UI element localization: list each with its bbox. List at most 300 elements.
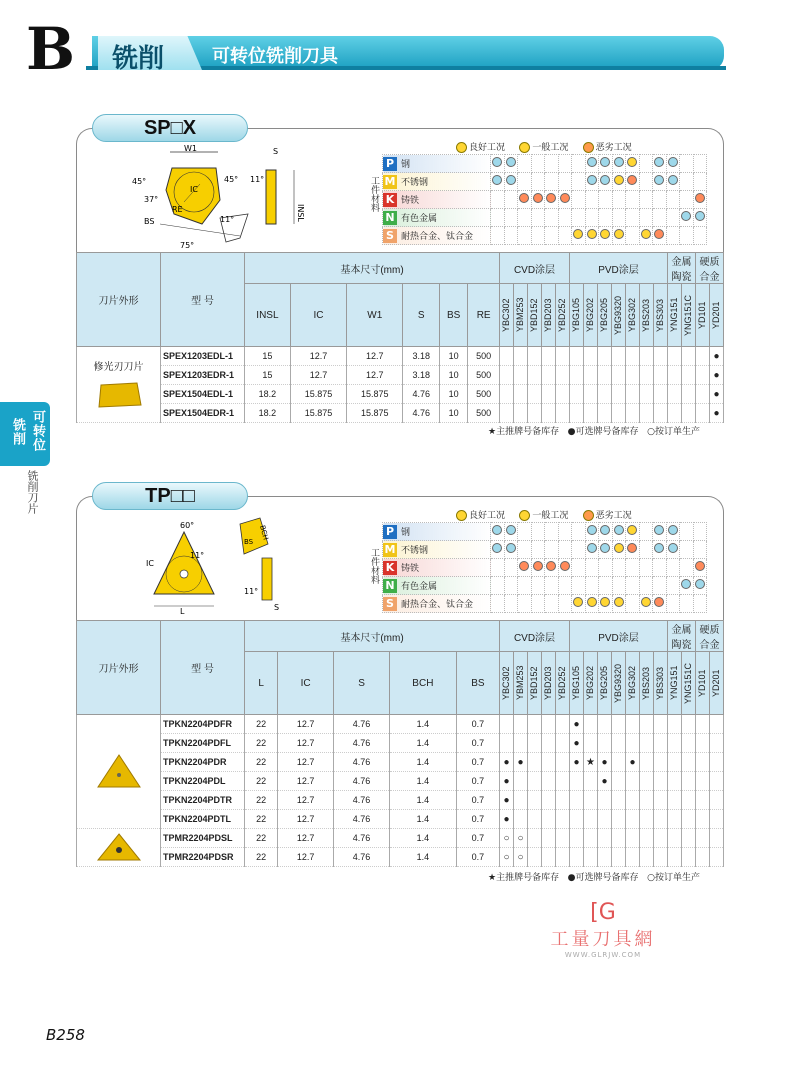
tp-label-bch: BCH bbox=[258, 524, 270, 541]
material-rating-cell bbox=[639, 577, 653, 595]
availability-cell bbox=[584, 791, 598, 810]
material-rating-cell bbox=[585, 595, 599, 613]
availability-cell bbox=[528, 715, 542, 734]
material-rating-cell bbox=[585, 577, 599, 595]
availability-cell bbox=[598, 829, 612, 848]
grade-col-header bbox=[584, 284, 598, 347]
material-rating-cell bbox=[626, 559, 640, 577]
material-label bbox=[383, 559, 491, 577]
availability-cell bbox=[528, 734, 542, 753]
material-rating-cell bbox=[572, 541, 586, 559]
availability-cell: ● bbox=[598, 772, 612, 791]
availability-cell bbox=[696, 829, 710, 848]
availability-cell bbox=[682, 404, 696, 423]
material-rating-cell bbox=[504, 173, 518, 191]
availability-cell bbox=[668, 385, 682, 404]
grade-label: YBS303 bbox=[655, 666, 665, 700]
grade-col-header bbox=[654, 284, 668, 347]
average-smiley-icon bbox=[614, 597, 624, 607]
group-pvd: PVD涂层 bbox=[570, 621, 668, 652]
model-cell: TPKN2204PDFL bbox=[161, 734, 245, 753]
material-rating-cell bbox=[666, 191, 680, 209]
availability-cell bbox=[612, 385, 626, 404]
material-code-badge: P bbox=[383, 157, 397, 171]
average-smiley-icon bbox=[519, 142, 530, 153]
good-smiley-icon bbox=[695, 211, 705, 221]
material-rating-cell bbox=[653, 577, 667, 595]
availability-cell bbox=[626, 791, 640, 810]
good-smiley-icon bbox=[587, 543, 597, 553]
grade-label: YD201 bbox=[711, 301, 721, 329]
section-title-tp: TP□□ bbox=[92, 482, 248, 510]
material-rating-cell bbox=[545, 595, 559, 613]
material-rating-cell bbox=[518, 209, 532, 227]
material-row bbox=[383, 559, 707, 577]
availability-cell bbox=[626, 347, 640, 366]
availability-cell bbox=[598, 366, 612, 385]
material-rating-cell bbox=[626, 155, 640, 173]
material-rating-cell bbox=[504, 209, 518, 227]
material-rating-cell bbox=[585, 523, 599, 541]
good-smiley-icon bbox=[668, 525, 678, 535]
dim-col-header: RE bbox=[468, 284, 500, 347]
spx-footnote bbox=[488, 424, 700, 437]
material-rating-cell bbox=[531, 577, 545, 595]
section-letter: B bbox=[26, 15, 76, 83]
model-cell: TPKN2204PDFR bbox=[161, 715, 245, 734]
availability-cell bbox=[542, 715, 556, 734]
model-cell: TPKN2204PDTL bbox=[161, 810, 245, 829]
material-rating-cell bbox=[491, 227, 505, 245]
availability-cell bbox=[668, 347, 682, 366]
good-smiley-icon bbox=[587, 525, 597, 535]
grade-label: YBS303 bbox=[655, 298, 665, 332]
material-rating-cell bbox=[491, 523, 505, 541]
good-smiley-icon bbox=[614, 157, 624, 167]
availability-cell bbox=[682, 366, 696, 385]
tp-spec-table bbox=[76, 620, 724, 867]
material-rating-cell bbox=[545, 559, 559, 577]
grade-col-header bbox=[640, 652, 654, 715]
availability-cell bbox=[500, 366, 514, 385]
availability-cell bbox=[584, 404, 598, 423]
dim-cell: 1.4 bbox=[390, 810, 457, 829]
availability-cell bbox=[542, 347, 556, 366]
good-smiley-icon bbox=[668, 175, 678, 185]
footnote-dot: ●可选牌号备库存 bbox=[567, 873, 639, 883]
material-name: 不锈钢 bbox=[401, 177, 429, 188]
dim-cell: 1.4 bbox=[390, 791, 457, 810]
availability-cell: ● bbox=[570, 734, 584, 753]
material-code-badge: M bbox=[384, 542, 396, 556]
availability-cell bbox=[640, 385, 654, 404]
grade-label: YBD252 bbox=[557, 666, 567, 700]
material-rating-cell bbox=[666, 577, 680, 595]
material-rating-cell bbox=[653, 523, 667, 541]
material-rating-cell bbox=[639, 523, 653, 541]
tp-material-grid bbox=[382, 522, 707, 613]
dim-cell: 4.76 bbox=[334, 715, 390, 734]
model-cell: SPEX1203EDL-1 bbox=[161, 347, 245, 366]
group-pvd: PVD涂层 bbox=[570, 253, 668, 284]
grade-label: YBG205 bbox=[599, 665, 609, 701]
availability-cell bbox=[556, 772, 570, 791]
material-rating-cell bbox=[504, 191, 518, 209]
side-tab[interactable] bbox=[0, 402, 50, 466]
spx-label-insl: INSL bbox=[296, 204, 305, 222]
grade-col-header bbox=[710, 652, 724, 715]
grade-col-header bbox=[584, 652, 598, 715]
material-rating-cell bbox=[612, 173, 626, 191]
material-rating-cell bbox=[545, 227, 559, 245]
legend-good: 良好工况 bbox=[469, 143, 506, 153]
availability-cell bbox=[612, 753, 626, 772]
availability-cell bbox=[654, 404, 668, 423]
availability-cell bbox=[556, 791, 570, 810]
material-rating-cell bbox=[693, 559, 707, 577]
material-rating-cell bbox=[680, 595, 694, 613]
availability-cell bbox=[710, 810, 724, 829]
model-cell: TPKN2204PDL bbox=[161, 772, 245, 791]
good-smiley-icon bbox=[681, 579, 691, 589]
material-rating-cell bbox=[558, 209, 572, 227]
side-subtitle: 铣削刀片 bbox=[26, 470, 39, 514]
availability-cell bbox=[626, 848, 640, 867]
availability-cell bbox=[542, 404, 556, 423]
good-smiley-icon bbox=[506, 543, 516, 553]
material-rating-cell bbox=[518, 577, 532, 595]
material-code-badge: N bbox=[383, 579, 397, 593]
material-rating-cell bbox=[680, 559, 694, 577]
availability-cell bbox=[682, 715, 696, 734]
bad-smiley-icon bbox=[654, 229, 664, 239]
availability-cell bbox=[696, 715, 710, 734]
dim-cell: 12.7 bbox=[278, 772, 334, 791]
grade-col-header bbox=[542, 652, 556, 715]
average-smiley-icon bbox=[573, 229, 583, 239]
material-rating-cell bbox=[491, 191, 505, 209]
dim-cell: 1.4 bbox=[390, 829, 457, 848]
material-rating-cell bbox=[639, 559, 653, 577]
material-rating-cell bbox=[612, 541, 626, 559]
material-rating-cell bbox=[666, 523, 680, 541]
availability-cell bbox=[626, 734, 640, 753]
material-rating-cell bbox=[572, 191, 586, 209]
tp-footnote bbox=[488, 870, 700, 883]
grade-label: YNG151C bbox=[683, 294, 693, 336]
table-row bbox=[77, 829, 724, 848]
material-rating-cell bbox=[666, 595, 680, 613]
availability-cell bbox=[654, 366, 668, 385]
material-rating-cell bbox=[585, 191, 599, 209]
material-rating-cell bbox=[491, 577, 505, 595]
material-rating-cell bbox=[491, 155, 505, 173]
section-title-spx: SP□X bbox=[92, 114, 248, 142]
availability-cell bbox=[598, 734, 612, 753]
material-rating-cell bbox=[612, 559, 626, 577]
material-name: 不锈钢 bbox=[401, 545, 429, 556]
dim-cell: 22 bbox=[245, 715, 278, 734]
material-rating-cell bbox=[518, 595, 532, 613]
material-rating-cell bbox=[639, 191, 653, 209]
availability-cell bbox=[598, 385, 612, 404]
material-rating-cell bbox=[680, 523, 694, 541]
table-row bbox=[77, 753, 724, 772]
dim-cell: 500 bbox=[468, 385, 500, 404]
material-label bbox=[383, 227, 491, 245]
grade-label: YBG302 bbox=[627, 297, 637, 333]
availability-cell bbox=[598, 810, 612, 829]
legend-average: 一般工况 bbox=[532, 143, 569, 153]
material-rating-cell bbox=[531, 173, 545, 191]
availability-cell bbox=[682, 772, 696, 791]
dim-cell: 1.4 bbox=[390, 772, 457, 791]
material-rating-cell bbox=[558, 173, 572, 191]
material-name: 有色金属 bbox=[401, 581, 438, 592]
dim-cell: 1.4 bbox=[390, 734, 457, 753]
material-rating-cell bbox=[599, 559, 613, 577]
availability-cell bbox=[668, 715, 682, 734]
grade-col-header bbox=[500, 284, 514, 347]
material-rating-cell bbox=[491, 595, 505, 613]
material-rating-cell bbox=[545, 191, 559, 209]
col-model-header: 型 号 bbox=[161, 253, 245, 347]
availability-cell bbox=[514, 404, 528, 423]
availability-cell bbox=[570, 347, 584, 366]
availability-cell: ○ bbox=[500, 829, 514, 848]
bad-smiley-icon bbox=[519, 561, 529, 571]
availability-cell bbox=[612, 829, 626, 848]
material-rating-cell bbox=[558, 191, 572, 209]
availability-cell bbox=[612, 734, 626, 753]
dim-cell: 18.2 bbox=[245, 404, 291, 423]
grade-label: YBG202 bbox=[585, 297, 595, 333]
availability-cell bbox=[626, 772, 640, 791]
material-rating-cell bbox=[558, 595, 572, 613]
material-rating-cell bbox=[572, 595, 586, 613]
availability-cell bbox=[710, 753, 724, 772]
bad-smiley-icon bbox=[533, 561, 543, 571]
material-rating-cell bbox=[666, 559, 680, 577]
availability-cell bbox=[556, 829, 570, 848]
bad-smiley-icon bbox=[546, 193, 556, 203]
dim-cell: 15 bbox=[245, 366, 291, 385]
material-rating-cell bbox=[666, 155, 680, 173]
material-rating-cell bbox=[612, 209, 626, 227]
dim-cell: 12.7 bbox=[278, 829, 334, 848]
material-code-badge: K bbox=[383, 561, 397, 575]
dim-cell: 500 bbox=[468, 404, 500, 423]
col-model-header: 型 号 bbox=[161, 621, 245, 715]
material-rating-cell bbox=[693, 227, 707, 245]
material-rating-cell bbox=[545, 541, 559, 559]
material-rating-cell bbox=[572, 577, 586, 595]
dim-cell: 10 bbox=[440, 347, 468, 366]
material-rating-cell bbox=[545, 523, 559, 541]
material-rating-cell bbox=[585, 209, 599, 227]
tpmr-insert-photo bbox=[94, 830, 144, 864]
dim-col-header: S bbox=[403, 284, 440, 347]
material-rating-cell bbox=[666, 173, 680, 191]
spx-label-w1: W1 bbox=[184, 144, 197, 153]
availability-cell bbox=[612, 810, 626, 829]
header-category: 铣削 bbox=[112, 44, 165, 74]
availability-cell bbox=[696, 791, 710, 810]
availability-cell bbox=[640, 734, 654, 753]
model-cell: TPKN2204PDTR bbox=[161, 791, 245, 810]
availability-cell bbox=[640, 810, 654, 829]
dim-cell: 10 bbox=[440, 366, 468, 385]
group-cvd: CVD涂层 bbox=[500, 621, 570, 652]
material-rating-cell bbox=[518, 559, 532, 577]
availability-cell bbox=[528, 347, 542, 366]
footnote-circle: ○按订单生产 bbox=[647, 873, 700, 883]
spx-label-11b: 11° bbox=[220, 215, 235, 224]
material-rating-cell bbox=[693, 191, 707, 209]
tp-label-s: S bbox=[274, 603, 280, 612]
material-rating-cell bbox=[572, 523, 586, 541]
availability-cell bbox=[542, 772, 556, 791]
shape-cell bbox=[77, 347, 161, 423]
material-rating-cell bbox=[585, 227, 599, 245]
watermark-name: 工量刀具網 bbox=[550, 929, 656, 950]
availability-cell bbox=[696, 404, 710, 423]
material-rating-cell bbox=[545, 155, 559, 173]
availability-cell bbox=[542, 848, 556, 867]
material-code-badge: M bbox=[384, 174, 396, 188]
availability-cell bbox=[640, 404, 654, 423]
availability-cell bbox=[668, 734, 682, 753]
dim-cell: 4.76 bbox=[334, 810, 390, 829]
material-label bbox=[383, 155, 491, 173]
material-rating-cell bbox=[572, 227, 586, 245]
availability-cell bbox=[542, 734, 556, 753]
material-rating-cell bbox=[504, 577, 518, 595]
availability-cell bbox=[654, 791, 668, 810]
dim-cell: 500 bbox=[468, 366, 500, 385]
grade-col-header bbox=[542, 284, 556, 347]
availability-cell bbox=[556, 810, 570, 829]
grade-col-header bbox=[668, 652, 682, 715]
bad-smiley-icon bbox=[533, 193, 543, 203]
good-smiley-icon bbox=[600, 175, 610, 185]
good-smiley-icon bbox=[600, 157, 610, 167]
material-rating-cell bbox=[504, 541, 518, 559]
material-rating-cell bbox=[558, 155, 572, 173]
good-smiley-icon bbox=[506, 157, 516, 167]
material-rating-cell bbox=[693, 155, 707, 173]
availability-cell bbox=[640, 715, 654, 734]
average-smiley-icon bbox=[573, 597, 583, 607]
model-cell: SPEX1203EDR-1 bbox=[161, 366, 245, 385]
dim-cell: 15.875 bbox=[290, 385, 346, 404]
material-rating-cell bbox=[531, 155, 545, 173]
availability-cell bbox=[542, 366, 556, 385]
spx-label-75: 75° bbox=[180, 241, 195, 250]
spx-material-grid bbox=[382, 154, 707, 245]
material-rating-cell bbox=[653, 155, 667, 173]
material-code-badge: S bbox=[383, 597, 397, 611]
dim-cell: 0.7 bbox=[456, 734, 499, 753]
availability-cell bbox=[584, 385, 598, 404]
material-label bbox=[383, 173, 491, 191]
group-cermet: 金属陶瓷 bbox=[668, 253, 696, 284]
material-rating-cell bbox=[626, 209, 640, 227]
availability-cell bbox=[528, 848, 542, 867]
material-rating-cell bbox=[693, 523, 707, 541]
dim-cell: 4.76 bbox=[334, 829, 390, 848]
side-tab-line2: 铣削 bbox=[10, 418, 25, 446]
grade-label: YNG151 bbox=[669, 665, 679, 701]
material-rating-cell bbox=[599, 173, 613, 191]
availability-cell bbox=[570, 385, 584, 404]
material-rating-cell bbox=[612, 595, 626, 613]
dim-cell: 0.7 bbox=[456, 753, 499, 772]
material-rating-cell bbox=[558, 541, 572, 559]
bad-smiley-icon bbox=[695, 193, 705, 203]
availability-cell bbox=[640, 848, 654, 867]
availability-cell bbox=[640, 772, 654, 791]
grade-col-header bbox=[696, 284, 710, 347]
header-subtitle: 可转位铣削刀具 bbox=[212, 46, 338, 67]
material-rating-cell bbox=[545, 209, 559, 227]
material-label bbox=[383, 209, 491, 227]
material-rating-cell bbox=[639, 173, 653, 191]
availability-cell bbox=[696, 385, 710, 404]
availability-cell bbox=[668, 829, 682, 848]
material-rating-cell bbox=[680, 173, 694, 191]
material-rating-cell bbox=[531, 523, 545, 541]
dim-cell: 10 bbox=[440, 385, 468, 404]
bad-smiley-icon bbox=[654, 597, 664, 607]
group-carbide: 硬质合金 bbox=[696, 253, 724, 284]
availability-cell bbox=[612, 366, 626, 385]
good-smiley-icon bbox=[456, 142, 467, 153]
material-row bbox=[383, 227, 707, 245]
material-rating-cell bbox=[599, 209, 613, 227]
material-rating-cell bbox=[518, 227, 532, 245]
availability-cell: ● bbox=[626, 753, 640, 772]
grade-col-header bbox=[682, 652, 696, 715]
availability-cell bbox=[556, 734, 570, 753]
material-rating-cell bbox=[693, 173, 707, 191]
dim-cell: 22 bbox=[245, 791, 278, 810]
dim-col-header: IC bbox=[290, 284, 346, 347]
material-rating-cell bbox=[531, 227, 545, 245]
tp-label-60: 60° bbox=[180, 521, 195, 530]
tp-legend bbox=[456, 508, 632, 521]
spx-label-bs: BS bbox=[144, 217, 155, 226]
material-code-badge: N bbox=[383, 211, 397, 225]
availability-cell bbox=[612, 715, 626, 734]
availability-cell bbox=[500, 347, 514, 366]
grade-col-header bbox=[640, 284, 654, 347]
availability-cell bbox=[696, 347, 710, 366]
col-dims-header: 基本尺寸(mm) bbox=[245, 253, 500, 284]
material-rating-cell bbox=[572, 209, 586, 227]
tp-materials-label: 工件材料 bbox=[369, 548, 379, 584]
spx-label-11: 11° bbox=[250, 175, 265, 184]
spx-label-re: RE bbox=[172, 205, 183, 214]
material-rating-cell bbox=[599, 577, 613, 595]
availability-cell bbox=[654, 753, 668, 772]
availability-cell bbox=[528, 753, 542, 772]
availability-cell: ● bbox=[570, 715, 584, 734]
material-rating-cell bbox=[558, 227, 572, 245]
tp-insert-drawing bbox=[144, 514, 284, 614]
availability-cell bbox=[598, 791, 612, 810]
availability-cell bbox=[640, 753, 654, 772]
